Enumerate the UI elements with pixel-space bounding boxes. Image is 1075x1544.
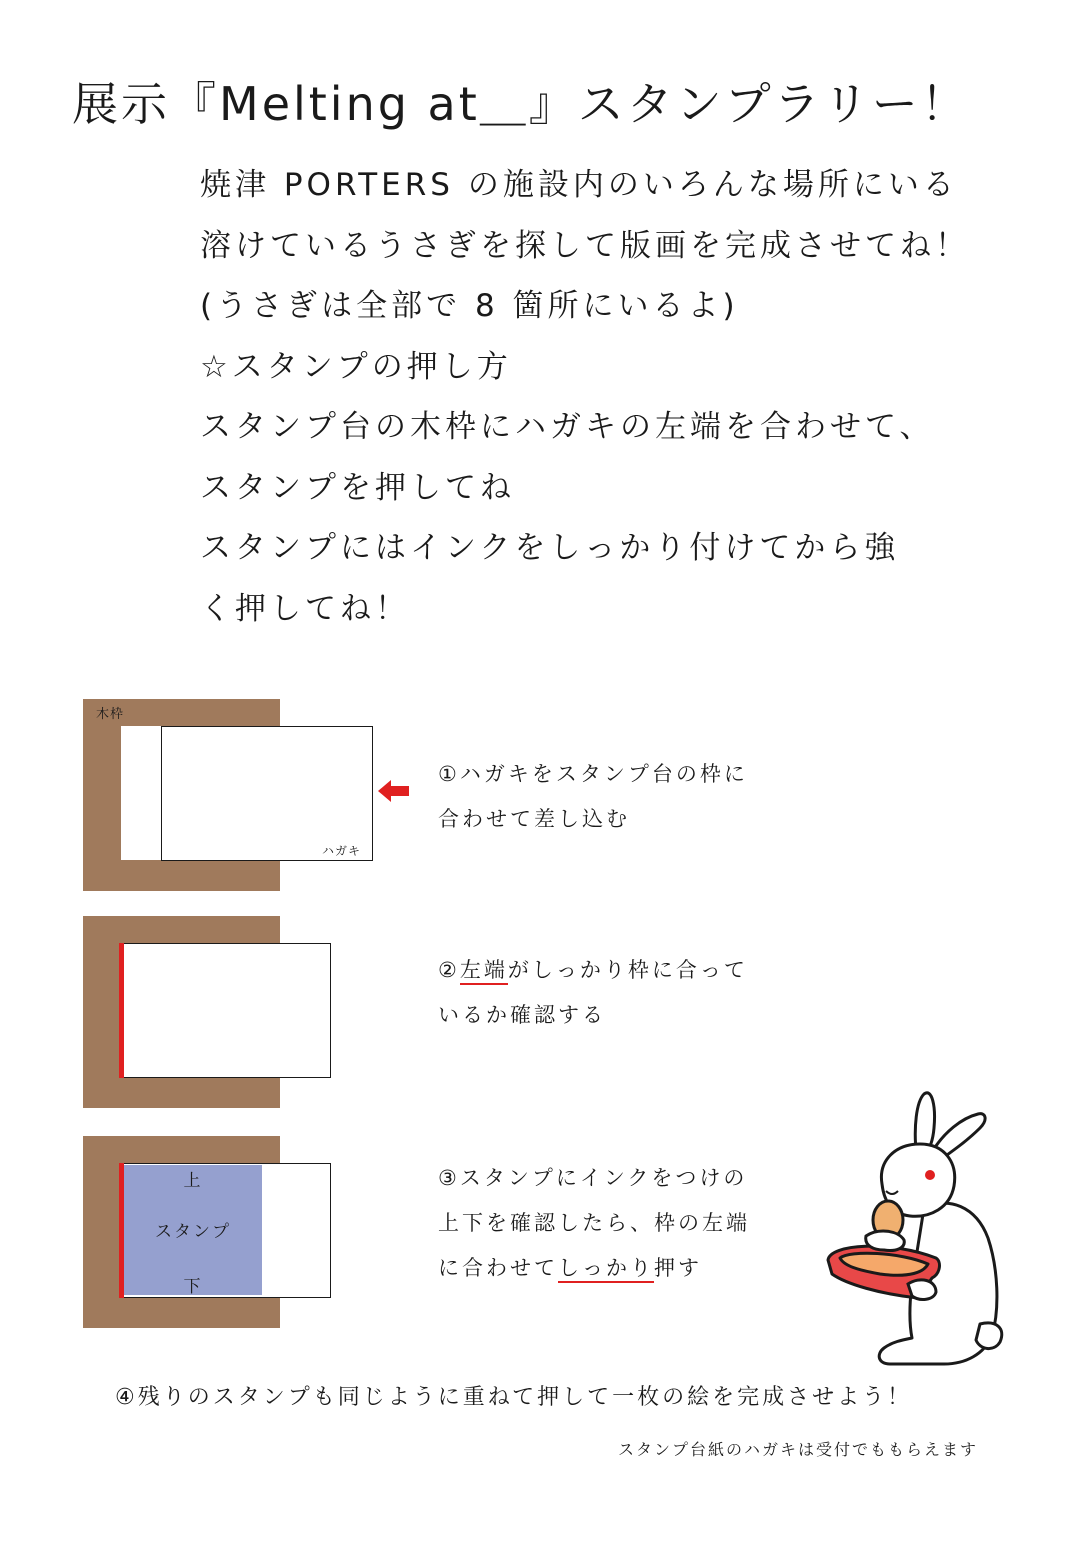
- intro-line: ☆スタンプの押し方: [200, 348, 512, 385]
- step2-text: [438, 948, 748, 1038]
- step3-text: [438, 1156, 750, 1291]
- step2-num: ②: [438, 958, 460, 982]
- intro-line: く押してね！: [200, 590, 410, 627]
- intro-line: スタンプを押してね: [200, 469, 515, 506]
- page-title: 展示『Melting at＿』スタンプラリー！: [72, 77, 970, 131]
- stamp-bottom-label: 下: [183, 1277, 203, 1297]
- step2-line: いるか確認する: [438, 1003, 606, 1027]
- step3-line: 上下を確認したら、枠の左端: [438, 1211, 750, 1235]
- step2-underlined-text: 左端: [460, 958, 508, 985]
- stamp-label: スタンプ: [155, 1222, 231, 1242]
- step1-line: 合わせて差し込む: [438, 807, 630, 831]
- intro-line: 焼津 PORTERS の施設内のいろんな場所にいる: [200, 167, 958, 203]
- intro-line: (うさぎは全部で 8 箇所にいるよ): [200, 288, 739, 324]
- postcard: [161, 726, 373, 861]
- step4-text: ④残りのスタンプも同じように重ねて押して一枚の絵を完成させよう！: [115, 1385, 913, 1410]
- step3-underlined-text: しっかり: [558, 1256, 654, 1283]
- postcard-label: ハガキ: [322, 844, 362, 858]
- step1-text: [438, 752, 748, 842]
- intro-line: スタンプにはインクをしっかり付けてから強: [200, 530, 900, 566]
- step3-line: [438, 1246, 750, 1291]
- step2-rest: がしっかり枠に合って: [507, 958, 748, 982]
- step3-post: 押す: [654, 1256, 702, 1280]
- step3-pre: に合わせて: [438, 1256, 558, 1280]
- footnote: スタンプ台紙のハガキは受付でももらえます: [618, 1440, 979, 1459]
- rabbit-illustration: [820, 1088, 1010, 1370]
- intro-line: スタンプ台の木枠にハガキの左端を合わせて、: [200, 409, 935, 445]
- step2-line: [438, 948, 748, 993]
- red-left-arrow-icon: [378, 779, 410, 803]
- left-edge-marker: [119, 943, 124, 1078]
- step3-line: ③スタンプにインクをつけの: [438, 1166, 748, 1190]
- intro-line: 溶けているうさぎを探して版画を完成させてね！: [200, 227, 970, 264]
- step1-line: ①ハガキをスタンプ台の枠に: [438, 762, 748, 786]
- stamp-top-label: 上: [183, 1171, 203, 1191]
- intro-text: [200, 155, 1000, 639]
- postcard: [120, 943, 331, 1078]
- frame-label: 木枠: [96, 707, 125, 722]
